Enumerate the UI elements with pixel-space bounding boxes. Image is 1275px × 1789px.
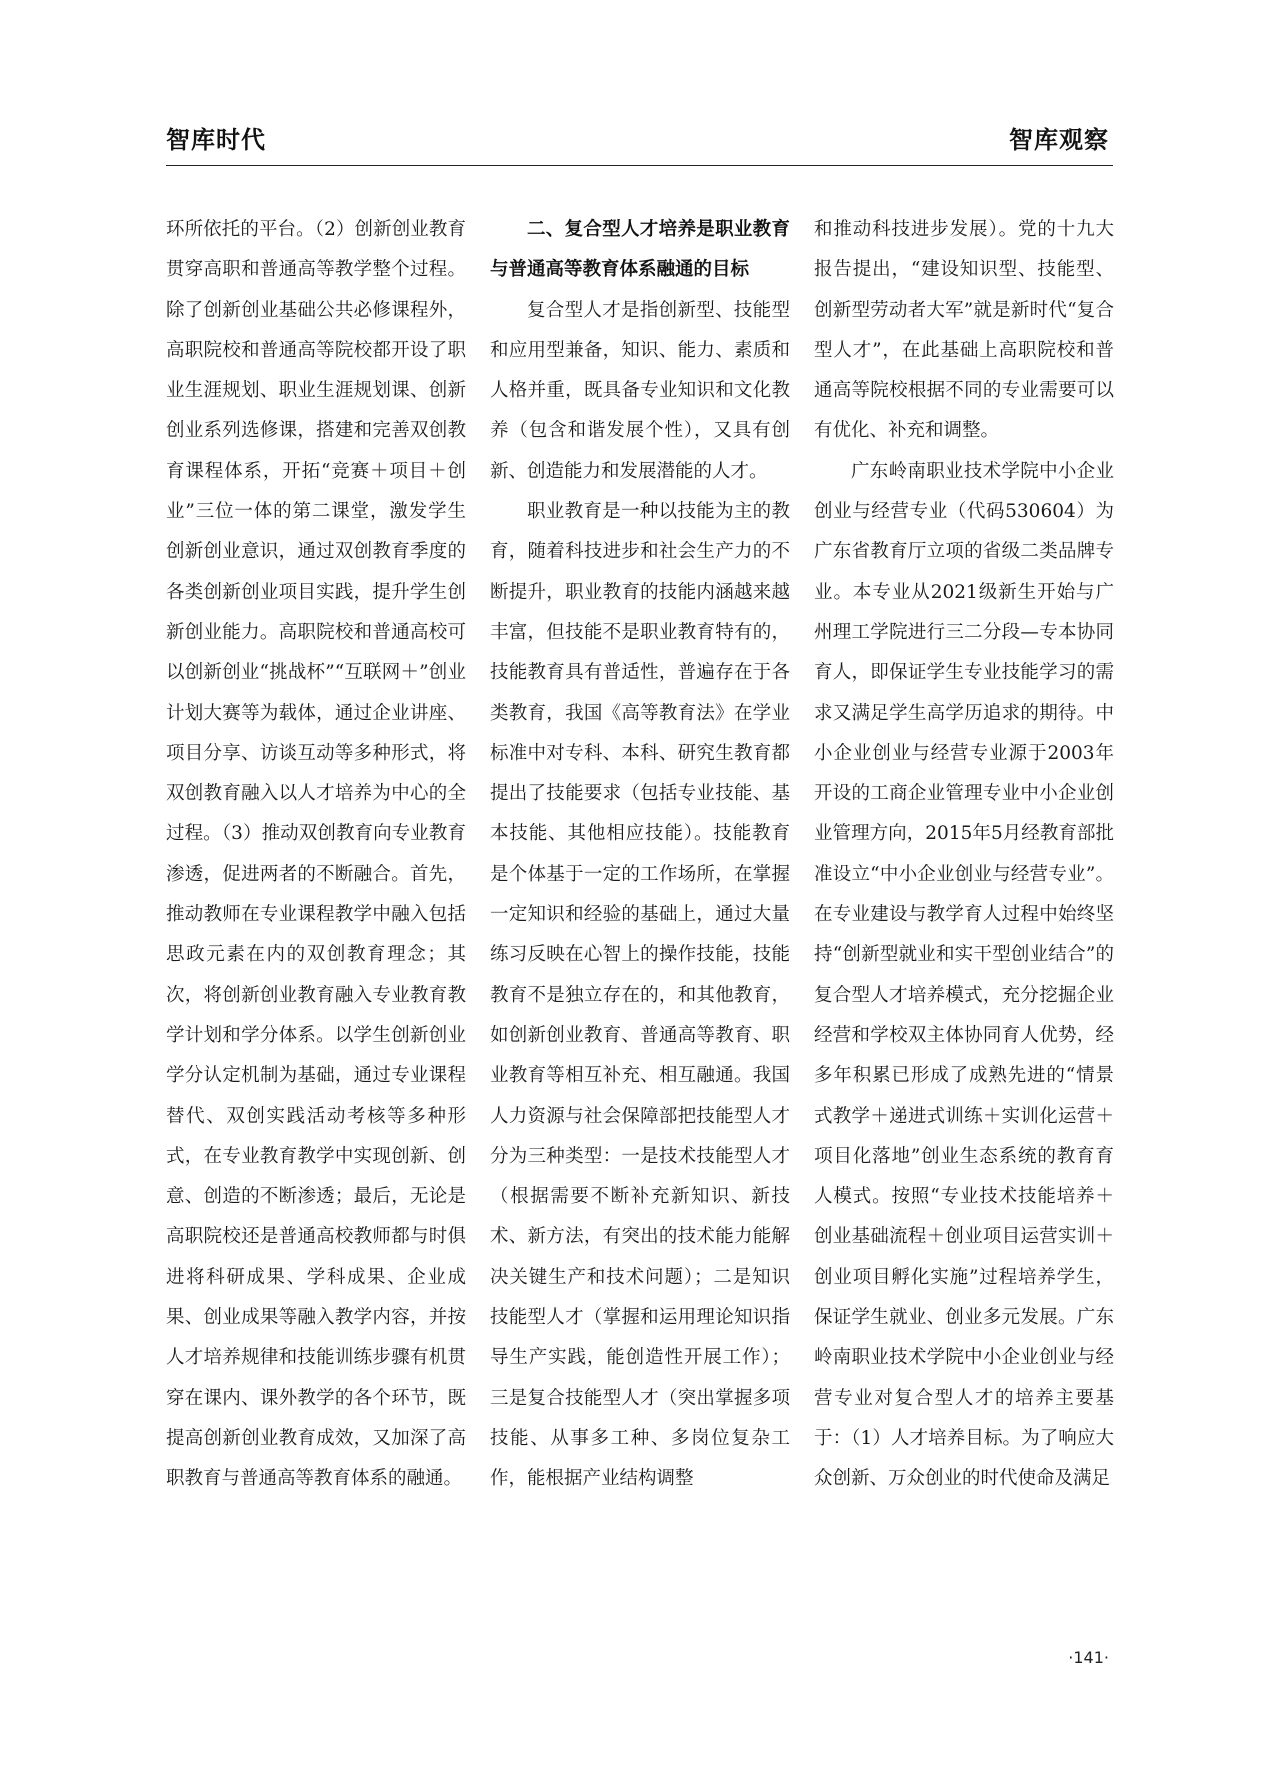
body-paragraph: 职业教育是一种以技能为主的教育，随着科技进步和社会生产力的不断提升，职业教育的技能内涵越来越丰富，但技能不是职业教育特有的，技能教育具有普适性，普遍存在于各类教育，我国《高等教育法》在学业标准中对专科、本科、研究生教育都提出了技能要求（包括专业技能、基本技能、其他相应技能）。技能教育是个体基于一定的工作场所，在掌握一定知识和经验的基础上，通过大量练习反映在心智上的操作技能，技能教育不是独立存在的，和其他教育，如创新创业教育、普通高等教育、职业教育等相互补充、相互融通。我国人力资源与社会保障部把技能型人才分为三种类型：一是技术技能型人才（根据需要不断补充新知识、新技术、新方法，有突出的技术能力能解决关键生产和技术问题）；二是知识技能型人才（掌握和运用理论知识指导生产实践，能创造性开展工作）；三是复合技能型人才（突出掌握多项技能、从事多工种、多岗位复杂工作，能根据产业结构调整 xyxy=(490,501,790,1490)
body-paragraph: 环所依托的平台。（2）创新创业教育贯穿高职和普通高等教学整个过程。除了创新创业基础公共必修课程外，高职院校和普通高等院校都开设了职业生涯规划、职业生涯规划课、创新创业系列选修课，搭建和完善双创教育课程体系，开拓“竞赛＋项目＋创业”三位一体的第二课堂，激发学生创新创业意识，通过双创教育季度的各类创新创业项目实践，提升学生创新创业能力。高职院校和普通高校可以创新创业“挑战杯”“互联网＋”创业计划大赛等为载体，通过企业讲座、项目分享、访谈互动等多种形式，将双创教育融入以人才培养为中心的全过程。（3）推动双创教育向专业教育渗透，促进两者的不断融合。首先，推动教师在专业课程教学中融入包括思政元素在内的双创教育理念；其次，将创新创业教育融入专业教育教学计划和学分体系。以学生创新创业学分认定机制为基础，通过专业课程替代、双创实践活动考核等多种形式，在专业教育教学中实现创新、创意、创造的不断渗透；最后，无论是高职院校还是普通高校教师都与时俱进将科研成果、学科成果、企业成果、创业成果等融入教学内容，并按人才培养规律和技能训练步骤有机贯穿在课内、课外教学的各个环节，既提高创新创业教育成效，又加深了高职教育与普通高等教育体系的融通。 xyxy=(166,219,466,1490)
journal-title: 智库时代 xyxy=(166,126,266,154)
text-column-1 xyxy=(166,210,466,1500)
page-number: ·141· xyxy=(1068,1648,1109,1667)
body-paragraph: 复合型人才是指创新型、技能型和应用型兼备，知识、能力、素质和人格并重，既具备专业知识和文化教养（包含和谐发展个性），又具有创新、创造能力和发展潜能的人才。 xyxy=(490,299,790,482)
body-paragraph: 广东岭南职业技术学院中小企业创业与经营专业（代码530604）为广东省教育厅立项的省级二类品牌专业。本专业从2021级新生开始与广州理工学院进行三二分段—专本协同育人，即保证学生专业技能学习的需求又满足学生高学历追求的期待。中小企业创业与经营专业源于2003年开设的工商企业管理专业中小企业创业管理方向，2015年5月经教育部批准设立“中小企业创业与经营专业”。在专业建设与教学育人过程中始终坚持“创新型就业和实干型创业结合”的复合型人才培养模式，充分挖掘企业经营和学校双主体协同育人优势，经多年积累已形成了成熟先进的“情景式教学＋递进式训练＋实训化运营＋项目化落地”创业生态系统的教育育人模式。按照“专业技术技能培养＋创业基础流程＋创业项目运营实训＋创业项目孵化实施”过程培养学生，保证学生就业、创业多元发展。广东岭南职业技术学院中小企业创业与经营专业对复合型人才的培养主要基于：（1）人才培养目标。为了响应大众创新、万众创业的时代使命及满足 xyxy=(814,460,1114,1490)
text-column-2 xyxy=(490,210,790,1500)
section-heading: 二、复合型人才培养是职业教育与普通高等教育体系融通的目标 xyxy=(490,219,790,281)
header-divider xyxy=(166,165,1113,166)
text-column-3 xyxy=(814,210,1114,1500)
section-title: 智库观察 xyxy=(1009,126,1109,154)
body-paragraph: 和推动科技进步发展）。党的十九大报告提出，“建设知识型、技能型、创新型劳动者大军”就是新时代“复合型人才”，在此基础上高职院校和普通高等院校根据不同的专业需要可以有优化、补充和调整。 xyxy=(814,219,1114,442)
